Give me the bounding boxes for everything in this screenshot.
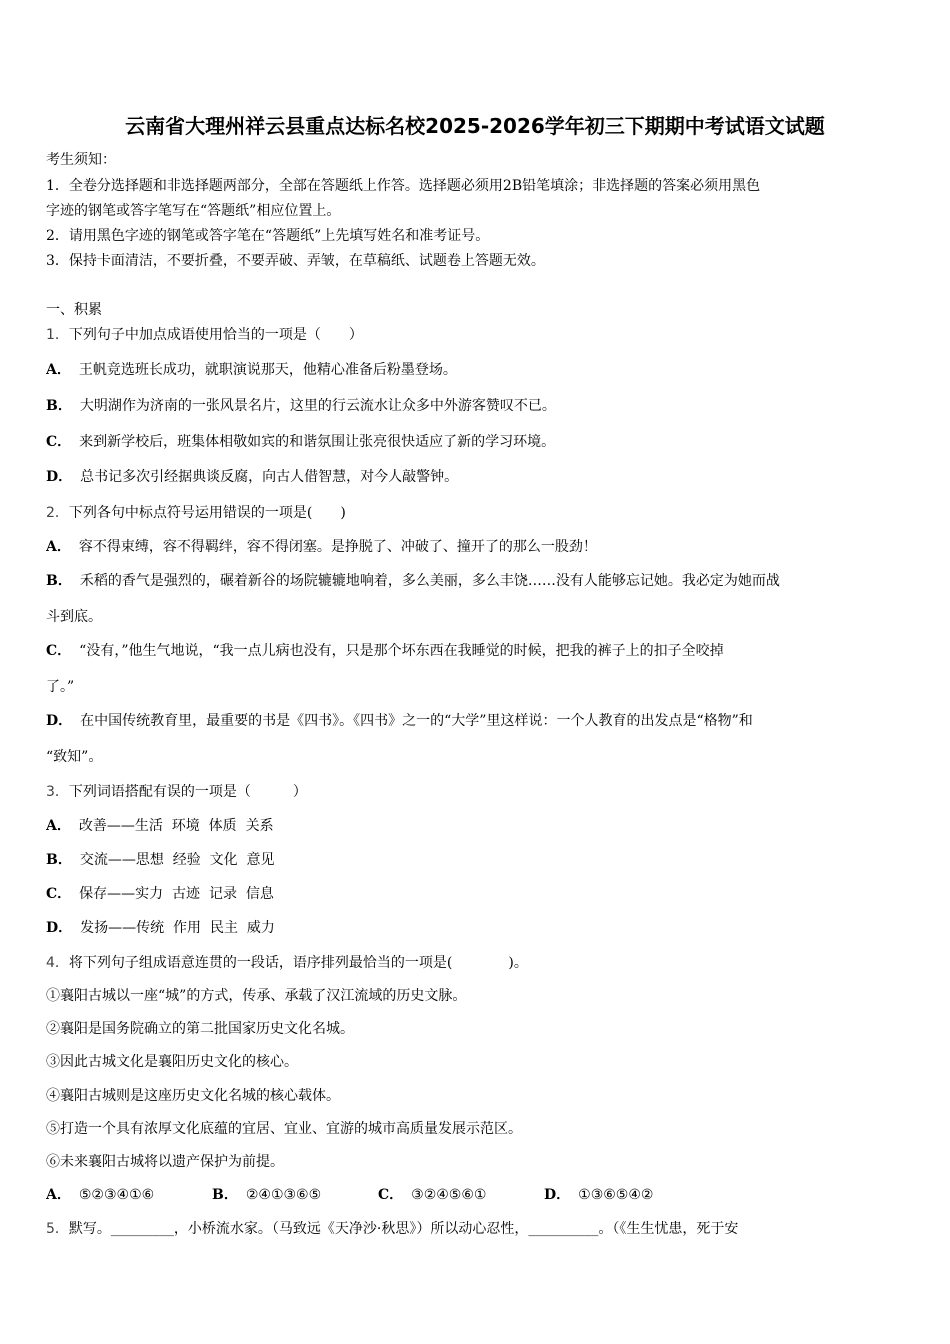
option-a — [46, 360, 908, 380]
option-d — [46, 918, 908, 938]
option-text: 交流——思想 经验 文化 意见 — [79, 852, 275, 868]
option-text: ②④①③⑥⑤ — [245, 1187, 322, 1203]
notice-item: 字迹的钢笔或答字笔写在“答题纸”相应位置上。 — [46, 203, 341, 219]
question-2 — [46, 503, 908, 523]
question-3 — [46, 782, 908, 802]
section-heading: 一、积累 — [46, 302, 102, 318]
option-label: A． — [46, 818, 71, 834]
option-a — [46, 816, 908, 836]
sentence-6: ⑥未来襄阳古城将以遗产保护为前提。 — [46, 1154, 284, 1170]
question-stem: 下列各句中标点符号运用错误的一项是( ) — [68, 505, 346, 521]
option-b — [46, 396, 908, 416]
option-label: A． — [46, 362, 71, 378]
option-text: ⑤②③④①⑥ — [78, 1187, 155, 1203]
option-label: B． — [46, 852, 72, 868]
question-stem: 将下列句子组成语意连贯的一段话，语序排列最恰当的一项是( )。 — [68, 955, 528, 971]
question-number: 2． — [46, 505, 69, 521]
option-label: B． — [46, 573, 72, 589]
question-4 — [46, 953, 908, 973]
option-c — [46, 884, 908, 904]
page-title: 云南省大理州祥云县重点达标名校2025-2026学年初三下期期中考试语文试题 — [125, 114, 825, 138]
option-label: C． — [46, 643, 72, 659]
option-label: C． — [46, 886, 72, 902]
option-text: 来到新学校后，班集体相敬如宾的和谐氛围让张亮很快适应了新的学习环境。 — [79, 434, 556, 450]
sentence-3: ③因此古城文化是襄阳历史文化的核心。 — [46, 1054, 298, 1070]
notice-heading: 考生须知： — [46, 152, 116, 168]
option-b — [212, 1185, 378, 1205]
option-label: A． — [46, 1187, 71, 1203]
option-label: B． — [212, 1187, 238, 1203]
option-label: D． — [46, 713, 73, 729]
question-5 — [46, 1219, 908, 1239]
option-text: 改善——生活 环境 体质 关系 — [78, 818, 274, 834]
notice-item: 3．保持卡面清洁，不要折叠，不要弄破、弄皱，在草稿纸、试题卷上答题无效。 — [46, 253, 545, 269]
sentence-2: ②襄阳是国务院确立的第二批国家历史文化名城。 — [46, 1021, 354, 1037]
notice-item: 1．全卷分选择题和非选择题两部分，全部在答题纸上作答。选择题必须用2B铅笔填涂；非选择题的答案必须用黑色 — [46, 178, 761, 194]
option-d — [544, 1185, 710, 1205]
option-c — [46, 641, 908, 661]
option-text: 发扬——传统 作用 民主 威力 — [80, 920, 275, 936]
sentence-1: ①襄阳古城以一座“城”的方式，传承、承载了汉江流域的历史文脉。 — [46, 988, 467, 1004]
question-stem: 下列句子中加点成语使用恰当的一项是（ ） — [68, 327, 363, 343]
question-number: 1． — [46, 327, 69, 343]
option-a — [46, 1185, 212, 1205]
option-label: B． — [46, 398, 72, 414]
option-label: D． — [544, 1187, 571, 1203]
option-text: 总书记多次引经据典谈反腐，向古人借智慧，对今人敲警钟。 — [80, 469, 459, 485]
option-text: 保存——实力 古迹 记录 信息 — [79, 886, 274, 902]
option-text: 大明湖作为济南的一张风景名片，这里的行云流水让众多中外游客赞叹不已。 — [79, 398, 556, 414]
question-number: 4． — [46, 955, 69, 971]
option-c-continued: 了。” — [46, 679, 75, 695]
option-text: ③②④⑤⑥① — [411, 1187, 487, 1203]
question-number: 3． — [46, 784, 69, 800]
option-label: A． — [46, 539, 71, 555]
option-text: 禾稻的香气是强烈的，碾着新谷的场院辘辘地响着，多么美丽，多么丰饶……没有人能够忘记她。我必定为她而战 — [79, 573, 780, 589]
option-text: “没有，”他生气地说，“我一点儿病也没有，只是那个坏东西在我睡觉的时候，把我的裤子上的扣子全咬掉 — [79, 643, 724, 659]
option-label: D． — [46, 920, 73, 936]
option-text: 王帆竞选班长成功，就职演说那天，他精心准备后粉墨登场。 — [78, 362, 457, 378]
option-text: ①③⑥⑤④② — [578, 1187, 654, 1203]
question-text: 默写。_________，小桥流水家。（马致远《天净沙·秋思》）所以动心忍性，__________。（《生生忧患，死于安 — [68, 1221, 739, 1237]
option-d-continued: “致知”。 — [46, 749, 103, 765]
option-text: 在中国传统教育里，最重要的书是《四书》。《四书》之一的“大学”里这样说：一个人教育的出发点是“格物”和 — [80, 713, 753, 729]
sentence-5: ⑤打造一个具有浓厚文化底蕴的宜居、宜业、宜游的城市高质量发展示范区。 — [46, 1121, 522, 1137]
q4-options — [46, 1185, 908, 1205]
option-b — [46, 571, 908, 591]
option-label: C． — [378, 1187, 404, 1203]
option-b — [46, 850, 908, 870]
option-label: C． — [46, 434, 72, 450]
question-stem: 下列词语搭配有误的一项是（ ） — [68, 784, 307, 800]
option-d — [46, 467, 908, 487]
option-text: 容不得束缚，容不得羁绊，容不得闭塞。是挣脱了、冲破了、撞开了的那么一股劲！ — [78, 539, 597, 555]
sentence-4: ④襄阳古城则是这座历史文化名城的核心载体。 — [46, 1088, 340, 1104]
question-number: 5． — [46, 1221, 69, 1237]
question-1 — [46, 325, 908, 345]
option-d — [46, 711, 908, 731]
option-c — [46, 432, 908, 452]
option-b-continued: 斗到底。 — [46, 609, 102, 625]
option-c — [378, 1185, 544, 1205]
option-a — [46, 537, 908, 557]
option-label: D． — [46, 469, 73, 485]
notice-item: 2．请用黑色字迹的钢笔或答字笔在“答题纸”上先填写姓名和准考证号。 — [46, 228, 490, 244]
